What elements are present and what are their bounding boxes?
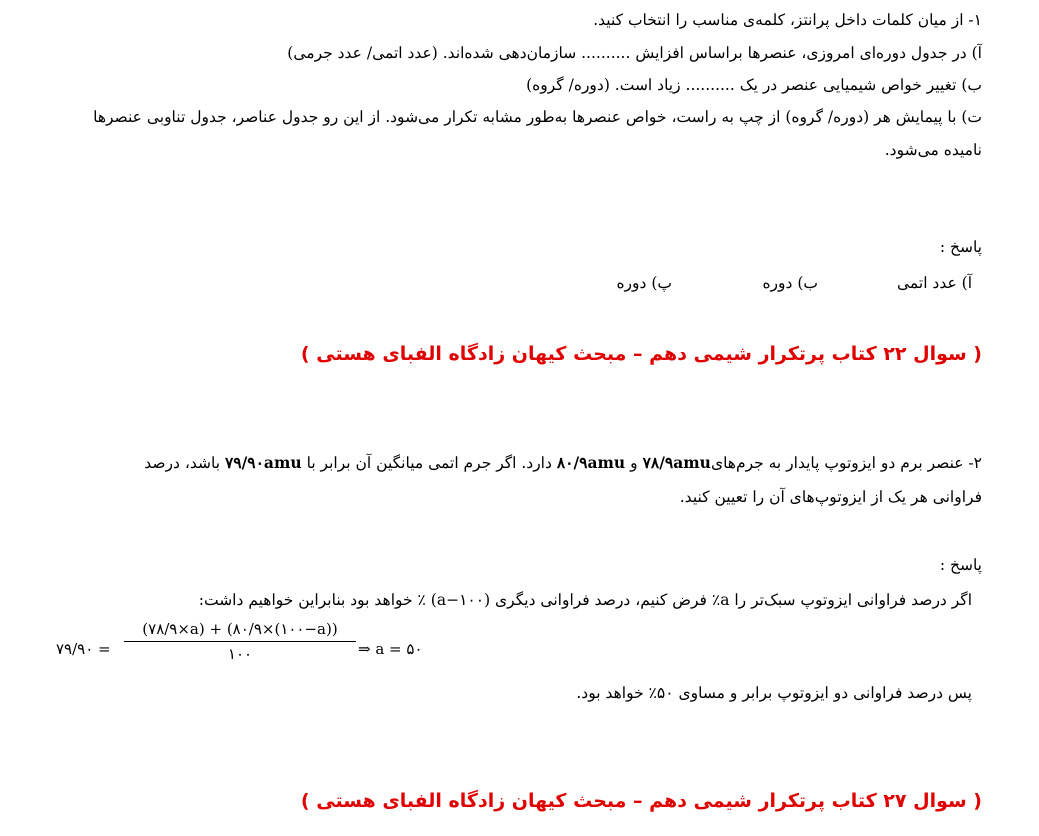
q1-answer-a: آ) عدد اتمی	[897, 274, 972, 292]
section-heading-1: ( سوال ۲۲ کتاب پرتکرار شیمی دهم – مبحث کیهان زادگاه الفبای هستی )	[300, 343, 982, 365]
q2-line2: فراوانی هر یک از ایزوتوپ‌های آن را تعیین کنید.	[679, 488, 982, 506]
formula-fraction	[124, 620, 356, 663]
q1-part-b: ب) تغییر خواص شیمیایی عنصر در یک .......... زیاد است. (دوره/ گروه)	[526, 76, 982, 94]
q2-solution-intro: اگر درصد فراوانی ایزوتوپ سبک‌تر را a٪ فرض کنیم، درصد فراوانی دیگری (۱۰۰−a) ٪ خواهد بود بنابراین خواهیم داشت:	[198, 591, 972, 609]
q1-part-c-line1: ت) با پیمایش هر (دوره/ گروه) از چپ به راست، خواص عنصرها به‌طور مشابه تکرار می‌شود. از این رو جدول عناصر، جدول تناوبی عنصرها	[93, 108, 982, 126]
q1-answer-label: پاسخ :	[939, 238, 982, 256]
q1-part-a: آ) در جدول دوره‌ای امروزی، عنصرها براساس افزایش .......... سازمان‌دهی شده‌اند. (عدد اتمی/ عدد جرمی)	[287, 44, 982, 62]
q2-average-mass: ۷۹/۹۰amu	[224, 453, 302, 472]
q2-line1-part-a: ۲- عنصر برم دو ایزوتوپ پایدار به جرم‌های	[710, 454, 982, 472]
q2-line1-part-c: دارد. اگر جرم اتمی میانگین آن برابر با	[306, 454, 552, 472]
q1-title: ۱- از میان کلمات داخل پرانتز، کلمه‌ی مناسب را انتخاب کنید.	[593, 11, 982, 29]
q2-mass1: ۷۸/۹amu	[642, 453, 711, 472]
formula-lhs: ۷۹/۹۰ =	[56, 640, 111, 658]
formula-numerator: (۷۸/۹×a) + (۸۰/۹×(۱۰۰−a))	[124, 620, 356, 642]
formula-denominator: ۱۰۰	[227, 645, 253, 663]
q2-line1	[144, 452, 982, 474]
q2-line1-part-b: و	[630, 454, 638, 472]
section-heading-2: ( سوال ۲۷ کتاب پرتکرار شیمی دهم – مبحث کیهان زادگاه الفبای هستی )	[300, 790, 982, 812]
q2-line1-part-d: باشد، درصد	[144, 454, 221, 472]
q2-solution-conclusion: پس درصد فراوانی دو ایزوتوپ برابر و مساوی ۵۰٪ خواهد بود.	[576, 684, 972, 702]
q2-answer-label: پاسخ :	[939, 556, 982, 574]
formula-rhs: ⇒ a = ۵۰	[358, 640, 423, 658]
q1-answer-c: پ) دوره	[616, 274, 672, 292]
q2-mass2: ۸۰/۹amu	[556, 453, 626, 472]
q1-answer-b: ب) دوره	[762, 274, 818, 292]
q1-part-c-line2: نامیده می‌شود.	[884, 141, 982, 159]
